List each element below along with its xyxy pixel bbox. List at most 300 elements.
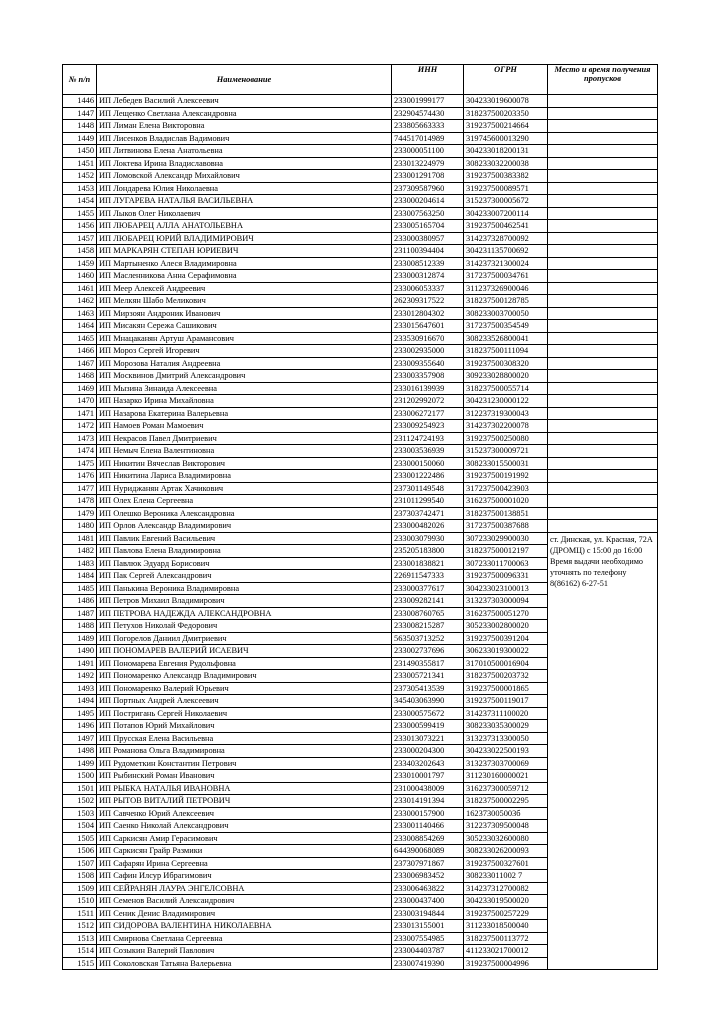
- row-number: 1498: [63, 745, 97, 758]
- row-number: 1460: [63, 270, 97, 283]
- row-number: 1490: [63, 645, 97, 658]
- row-place-empty: [548, 107, 658, 120]
- row-name: ИП Павлова Елена Владимировна: [97, 545, 392, 558]
- row-number: 1463: [63, 307, 97, 320]
- header-num: № п/п: [63, 65, 97, 95]
- table-row: [63, 207, 658, 220]
- table-row: [63, 370, 658, 383]
- row-number: 1489: [63, 632, 97, 645]
- table-row: [63, 320, 658, 333]
- row-name: ИП ЛЮБАРЕЦ АЛЛА АНАТОЛЬЕВНА: [97, 220, 392, 233]
- row-name: ИП Саенко Николай Александрович: [97, 820, 392, 833]
- row-place-empty: [548, 157, 658, 170]
- row-name: ИП СИДОРОВА ВАЛЕНТИНА НИКОЛАЕВНА: [97, 920, 392, 933]
- row-name: ИП Лондарева Юлия Николаевна: [97, 182, 392, 195]
- row-ogrn: 318237500055714: [464, 382, 548, 395]
- row-number: 1466: [63, 345, 97, 358]
- row-number: 1482: [63, 545, 97, 558]
- row-inn: 233005721341: [392, 670, 464, 683]
- row-number: 1495: [63, 707, 97, 720]
- row-inn: 233000204614: [392, 195, 464, 208]
- row-inn: 233000204300: [392, 745, 464, 758]
- row-name: ИП Назарова Екатерина Валерьевна: [97, 407, 392, 420]
- row-inn: 233000312874: [392, 270, 464, 283]
- row-number: 1479: [63, 507, 97, 520]
- row-name: ИП Рыбинский Роман Иванович: [97, 770, 392, 783]
- row-number: 1497: [63, 732, 97, 745]
- row-name: ИП Саркисян Амир Герасимович: [97, 832, 392, 845]
- row-name: ИП Пономарева Евгения Рудольфовна: [97, 657, 392, 670]
- row-name: ИП Лиман Елена Викторовна: [97, 120, 392, 133]
- row-inn: 233003536939: [392, 445, 464, 458]
- row-name: ИП Никитина Лариса Владимировна: [97, 470, 392, 483]
- row-name: ИП Нуриджанян Артак Хачикович: [97, 482, 392, 495]
- row-inn: 233000599419: [392, 720, 464, 733]
- row-name: ИП Петров Михаил Владимирович: [97, 595, 392, 608]
- table-row: [63, 395, 658, 408]
- row-name: ИП Саркисян Грайр Размики: [97, 845, 392, 858]
- row-number: 1473: [63, 432, 97, 445]
- row-ogrn: 318237500113772: [464, 932, 548, 945]
- row-number: 1508: [63, 870, 97, 883]
- row-ogrn: 308233035300029: [464, 720, 548, 733]
- row-ogrn: 318237500138851: [464, 507, 548, 520]
- row-name: ИП Локтева Ирина Владиславовна: [97, 157, 392, 170]
- row-inn: 231000438009: [392, 782, 464, 795]
- row-place-empty: [548, 307, 658, 320]
- row-ogrn: 308233003700050: [464, 307, 548, 320]
- row-ogrn: 313237303700069: [464, 757, 548, 770]
- row-ogrn: 314237312700082: [464, 882, 548, 895]
- row-ogrn: 304233007200114: [464, 207, 548, 220]
- row-name: ИП Пономаренко Валерий Юрьевич: [97, 682, 392, 695]
- row-inn: 237309587960: [392, 182, 464, 195]
- row-ogrn: 319237500214664: [464, 120, 548, 133]
- row-number: 1511: [63, 907, 97, 920]
- row-number: 1504: [63, 820, 97, 833]
- table-row: [63, 407, 658, 420]
- row-place-empty: [548, 407, 658, 420]
- row-ogrn: 308233032200038: [464, 157, 548, 170]
- row-inn: 233001291708: [392, 170, 464, 183]
- row-place-empty: [548, 282, 658, 295]
- row-inn: 231124724193: [392, 432, 464, 445]
- row-number: 1484: [63, 570, 97, 583]
- row-inn: 233000482026: [392, 520, 464, 533]
- row-number: 1451: [63, 157, 97, 170]
- row-place-empty: [548, 482, 658, 495]
- row-inn: 233015647601: [392, 320, 464, 333]
- table-row: [63, 432, 658, 445]
- row-name: ИП ЛУГАРЕВА НАТАЛЬЯ ВАСИЛЬЕВНА: [97, 195, 392, 208]
- row-inn: 233000150060: [392, 457, 464, 470]
- table-row: [63, 170, 658, 183]
- row-ogrn: 304233019600078: [464, 95, 548, 108]
- row-place-empty: [548, 432, 658, 445]
- row-number: 1515: [63, 957, 97, 970]
- row-number: 1457: [63, 232, 97, 245]
- row-place-empty: [548, 195, 658, 208]
- table-row: [63, 145, 658, 158]
- row-number: 1449: [63, 132, 97, 145]
- row-place-empty: [548, 332, 658, 345]
- row-inn: 233003194844: [392, 907, 464, 920]
- table-row: [63, 95, 658, 108]
- row-number: 1477: [63, 482, 97, 495]
- row-place-empty: [548, 507, 658, 520]
- row-inn: 644390068089: [392, 845, 464, 858]
- row-name: ИП Созыкин Валерий Павлович: [97, 945, 392, 958]
- table-row: [63, 382, 658, 395]
- row-inn: 233009254923: [392, 420, 464, 433]
- table-row: [63, 132, 658, 145]
- row-ogrn: 304231135700692: [464, 245, 548, 258]
- row-ogrn: 317237500034761: [464, 270, 548, 283]
- row-name: ИП Меер Алексей Андреевич: [97, 282, 392, 295]
- table-row: [63, 157, 658, 170]
- row-name: ИП ЛЮБАРЕЦ ЮРИЙ ВЛАДИМИРОВИЧ: [97, 232, 392, 245]
- header-ogrn: ОГРН: [464, 65, 548, 95]
- row-ogrn: 318237500128785: [464, 295, 548, 308]
- row-ogrn: 411233021700012: [464, 945, 548, 958]
- row-place-empty: [548, 182, 658, 195]
- row-ogrn: 305233032600080: [464, 832, 548, 845]
- row-number: 1502: [63, 795, 97, 808]
- row-ogrn: 162373005003б: [464, 807, 548, 820]
- row-ogrn: 308233015500031: [464, 457, 548, 470]
- row-name: ИП Романова Ольга Владимировна: [97, 745, 392, 758]
- row-name: ИП Семенов Василий Александрович: [97, 895, 392, 908]
- row-place-empty: [548, 232, 658, 245]
- row-inn: 233005165704: [392, 220, 464, 233]
- row-ogrn: 317237500354549: [464, 320, 548, 333]
- row-name: ИП Рудометкин Константин Петрович: [97, 757, 392, 770]
- row-inn: 233004403787: [392, 945, 464, 958]
- row-ogrn: 311230160000021: [464, 770, 548, 783]
- row-inn: 226911547333: [392, 570, 464, 583]
- row-place-empty: [548, 295, 658, 308]
- row-ogrn: 308233526800041: [464, 332, 548, 345]
- row-ogrn: 317237500387688: [464, 520, 548, 533]
- row-inn: 233006053337: [392, 282, 464, 295]
- row-number: 1476: [63, 470, 97, 483]
- row-ogrn: 319237500308320: [464, 357, 548, 370]
- row-name: ИП Масленникова Анна Серафимовна: [97, 270, 392, 283]
- row-number: 1471: [63, 407, 97, 420]
- row-place-empty: [548, 420, 658, 433]
- row-name: ИП Морозова Наталия Андреевна: [97, 357, 392, 370]
- row-place-empty: [548, 357, 658, 370]
- row-ogrn: 316237500001020: [464, 495, 548, 508]
- row-ogrn: 313237313300050: [464, 732, 548, 745]
- row-place-empty: [548, 270, 658, 283]
- table-row: [63, 270, 658, 283]
- row-ogrn: 307233011700063: [464, 557, 548, 570]
- row-number: 1514: [63, 945, 97, 958]
- row-name: ИП Мирзоян Андроник Иванович: [97, 307, 392, 320]
- table-row: [63, 470, 658, 483]
- row-number: 1464: [63, 320, 97, 333]
- row-number: 1496: [63, 720, 97, 733]
- row-place-empty: [548, 370, 658, 383]
- row-number: 1487: [63, 607, 97, 620]
- row-inn: 231100394404: [392, 245, 464, 258]
- row-name: ИП Сафарян Ирина Сергеевна: [97, 857, 392, 870]
- row-place-empty: [548, 132, 658, 145]
- row-inn: 235205183800: [392, 545, 464, 558]
- table-row: [63, 182, 658, 195]
- row-inn: 262309317522: [392, 295, 464, 308]
- row-place-empty: [548, 145, 658, 158]
- row-place-empty: [548, 320, 658, 333]
- row-inn: 744517014989: [392, 132, 464, 145]
- row-ogrn: 318237500203350: [464, 107, 548, 120]
- row-inn: 233000051100: [392, 145, 464, 158]
- row-place-empty: [548, 257, 658, 270]
- row-number: 1513: [63, 932, 97, 945]
- row-number: 1472: [63, 420, 97, 433]
- table-row: [63, 245, 658, 258]
- row-ogrn: 312237309500048: [464, 820, 548, 833]
- row-inn: 233008760765: [392, 607, 464, 620]
- row-name: ИП Петухов Николай Федорович: [97, 620, 392, 633]
- row-inn: 233002935000: [392, 345, 464, 358]
- row-ogrn: 314237321300024: [464, 257, 548, 270]
- row-number: 1458: [63, 245, 97, 258]
- row-inn: 233007563250: [392, 207, 464, 220]
- row-inn: 233006463822: [392, 882, 464, 895]
- row-place-empty: [548, 382, 658, 395]
- row-inn: 563503713252: [392, 632, 464, 645]
- row-ogrn: 314237311100020: [464, 707, 548, 720]
- row-name: ИП РЫБКА НАТАЛЬЯ ИВАНОВНА: [97, 782, 392, 795]
- row-ogrn: 308233011002 7: [464, 870, 548, 883]
- row-inn: 233006272177: [392, 407, 464, 420]
- row-inn: 233001140466: [392, 820, 464, 833]
- row-inn: 233805663333: [392, 120, 464, 133]
- row-number: 1461: [63, 282, 97, 295]
- table-row: [63, 257, 658, 270]
- row-ogrn: 306233019300022: [464, 645, 548, 658]
- row-ogrn: 319237500462541: [464, 220, 548, 233]
- row-number: 1478: [63, 495, 97, 508]
- row-number: 1507: [63, 857, 97, 870]
- row-name: ИП Назарко Ирина Михайловна: [97, 395, 392, 408]
- row-name: ИП Сеник Денис Владимирович: [97, 907, 392, 920]
- row-ogrn: 319237500004996: [464, 957, 548, 970]
- table-row: [63, 445, 658, 458]
- row-place-empty: [548, 445, 658, 458]
- row-ogrn: 319237500327601: [464, 857, 548, 870]
- row-inn: 233007554985: [392, 932, 464, 945]
- row-inn: 233000437400: [392, 895, 464, 908]
- row-ogrn: 318237500002295: [464, 795, 548, 808]
- row-number: 1448: [63, 120, 97, 133]
- row-number: 1492: [63, 670, 97, 683]
- row-ogrn: 304233023100013: [464, 582, 548, 595]
- row-ogrn: 319745600013290: [464, 132, 548, 145]
- row-inn: 233000380957: [392, 232, 464, 245]
- row-place-empty: [548, 457, 658, 470]
- place-and-time-cell: ст. Динская, ул. Красная, 72А (ДРОМЦ) с 15:00 до 16:00 Время выдачи необходимо уточнять по телефону 8(86162) 6-27-51: [548, 532, 658, 970]
- row-ogrn: 308233026200093: [464, 845, 548, 858]
- table-row: [63, 420, 658, 433]
- row-ogrn: 304233018200131: [464, 145, 548, 158]
- row-name: ИП Савченко Юрий Алексеевич: [97, 807, 392, 820]
- row-name: ИП Намоев Роман Мамоевич: [97, 420, 392, 433]
- row-inn: 233530916670: [392, 332, 464, 345]
- table-row: [63, 220, 658, 233]
- row-place-empty: [548, 245, 658, 258]
- row-inn: 233000377617: [392, 582, 464, 595]
- row-inn: 233008512339: [392, 257, 464, 270]
- row-name: ИП МАРКАРЯН СТЕПАН ЮРИЕВИЧ: [97, 245, 392, 258]
- row-number: 1456: [63, 220, 97, 233]
- row-inn: 232904574430: [392, 107, 464, 120]
- table-row: [63, 495, 658, 508]
- table-row: [63, 457, 658, 470]
- row-number: 1470: [63, 395, 97, 408]
- table-row: [63, 345, 658, 358]
- table-row: [63, 120, 658, 133]
- row-ogrn: 319237500119017: [464, 695, 548, 708]
- row-ogrn: 319237500001865: [464, 682, 548, 695]
- row-number: 1465: [63, 332, 97, 345]
- row-inn: 231490355817: [392, 657, 464, 670]
- row-name: ИП Немыч Елена Валентиновна: [97, 445, 392, 458]
- row-number: 1499: [63, 757, 97, 770]
- row-number: 1485: [63, 582, 97, 595]
- row-inn: 233007419390: [392, 957, 464, 970]
- row-number: 1500: [63, 770, 97, 783]
- row-inn: 233000157900: [392, 807, 464, 820]
- row-number: 1455: [63, 207, 97, 220]
- row-number: 1512: [63, 920, 97, 933]
- row-inn: 233001222486: [392, 470, 464, 483]
- table-row: [63, 295, 658, 308]
- row-number: 1494: [63, 695, 97, 708]
- row-inn: 233001838821: [392, 557, 464, 570]
- row-inn: 233009355640: [392, 357, 464, 370]
- row-name: ИП Пономаренко Александр Владимирович: [97, 670, 392, 683]
- row-inn: 233013073221: [392, 732, 464, 745]
- row-inn: 237307971867: [392, 857, 464, 870]
- row-name: ИП Мнацаканян Артуш Арамансович: [97, 332, 392, 345]
- row-name: ИП Пак Сергей Александрович: [97, 570, 392, 583]
- row-inn: 233003357908: [392, 370, 464, 383]
- row-name: ИП Москвинов Дмитрий Александрович: [97, 370, 392, 383]
- row-name: ИП Павлюк Эдуард Борисович: [97, 557, 392, 570]
- row-number: 1481: [63, 532, 97, 545]
- header-place: Место и время получения пропусков: [548, 65, 658, 95]
- header-row: [63, 65, 658, 95]
- row-ogrn: 314237328700092: [464, 232, 548, 245]
- table-row: [63, 482, 658, 495]
- row-ogrn: 312237319300043: [464, 407, 548, 420]
- row-ogrn: 317010500016904: [464, 657, 548, 670]
- row-name: ИП Павлик Евгений Васильевич: [97, 532, 392, 545]
- table-row: [63, 107, 658, 120]
- header-name: Наименование: [97, 65, 392, 95]
- row-ogrn: 314237302200078: [464, 420, 548, 433]
- row-inn: 233001999177: [392, 95, 464, 108]
- row-number: 1446: [63, 95, 97, 108]
- row-ogrn: 318237500203732: [464, 670, 548, 683]
- row-name: ИП Сафин Илсур Ибрагимович: [97, 870, 392, 883]
- row-inn: 233014191394: [392, 795, 464, 808]
- row-number: 1462: [63, 295, 97, 308]
- row-name: ИП ПОНОМАРЕВ ВАЛЕРИЙ ИСАЕВИЧ: [97, 645, 392, 658]
- row-name: ИП Ломовской Александр Михайлович: [97, 170, 392, 183]
- table-row: [63, 232, 658, 245]
- row-inn: 233009282141: [392, 595, 464, 608]
- row-number: 1469: [63, 382, 97, 395]
- row-ogrn: 319237500250080: [464, 432, 548, 445]
- row-name: ИП Мороз Сергей Игоревич: [97, 345, 392, 358]
- row-name: ИП Мисакян Сережа Сашикович: [97, 320, 392, 333]
- row-name: ИП Потапов Юрий Михайлович: [97, 720, 392, 733]
- row-ogrn: 304233019500020: [464, 895, 548, 908]
- header-inn: ИНН: [392, 65, 464, 95]
- table-row: [63, 282, 658, 295]
- table-row: [63, 532, 658, 545]
- row-name: ИП Портных Андрей Алексеевич: [97, 695, 392, 708]
- row-inn: 237305413539: [392, 682, 464, 695]
- row-name: ИП РЫТОВ ВИТАЛИЙ ПЕТРОВИЧ: [97, 795, 392, 808]
- row-number: 1467: [63, 357, 97, 370]
- row-inn: 237301149548: [392, 482, 464, 495]
- row-inn: 233000575672: [392, 707, 464, 720]
- row-name: ИП СЕЙРАНЯН ЛАУРА ЭНГЕЛСОВНА: [97, 882, 392, 895]
- row-name: ИП Лыков Олег Николаевич: [97, 207, 392, 220]
- row-inn: 233016139939: [392, 382, 464, 395]
- row-ogrn: 313237303000094: [464, 595, 548, 608]
- row-inn: 233002737696: [392, 645, 464, 658]
- table-row: [63, 332, 658, 345]
- row-ogrn: 305233002800020: [464, 620, 548, 633]
- row-name: ИП Соколовская Татьяна Валерьевна: [97, 957, 392, 970]
- row-place-empty: [548, 395, 658, 408]
- row-name: ИП Олешко Вероника Александровна: [97, 507, 392, 520]
- row-number: 1505: [63, 832, 97, 845]
- row-number: 1491: [63, 657, 97, 670]
- row-number: 1468: [63, 370, 97, 383]
- table-row: [63, 195, 658, 208]
- row-inn: 233013224979: [392, 157, 464, 170]
- row-inn: 233012804302: [392, 307, 464, 320]
- row-number: 1506: [63, 845, 97, 858]
- row-inn: 345403063990: [392, 695, 464, 708]
- row-number: 1493: [63, 682, 97, 695]
- row-ogrn: 307233029900030: [464, 532, 548, 545]
- table-row: [63, 357, 658, 370]
- row-ogrn: 319237500257229: [464, 907, 548, 920]
- row-ogrn: 319237500383382: [464, 170, 548, 183]
- registry-table: [62, 64, 658, 970]
- row-name: ИП ПЕТРОВА НАДЕЖДА АЛЕКСАНДРОВНА: [97, 607, 392, 620]
- row-ogrn: 318237500012197: [464, 545, 548, 558]
- row-name: ИП Мызина Зинаида Алексеевна: [97, 382, 392, 395]
- row-inn: 231011299540: [392, 495, 464, 508]
- row-name: ИП Орлов Александр Владимирович: [97, 520, 392, 533]
- row-place-empty: [548, 170, 658, 183]
- row-ogrn: 317237500423903: [464, 482, 548, 495]
- row-name: ИП Некрасов Павел Дмитриевич: [97, 432, 392, 445]
- row-name: ИП Олех Елена Сергеевна: [97, 495, 392, 508]
- row-number: 1510: [63, 895, 97, 908]
- row-number: 1454: [63, 195, 97, 208]
- row-number: 1450: [63, 145, 97, 158]
